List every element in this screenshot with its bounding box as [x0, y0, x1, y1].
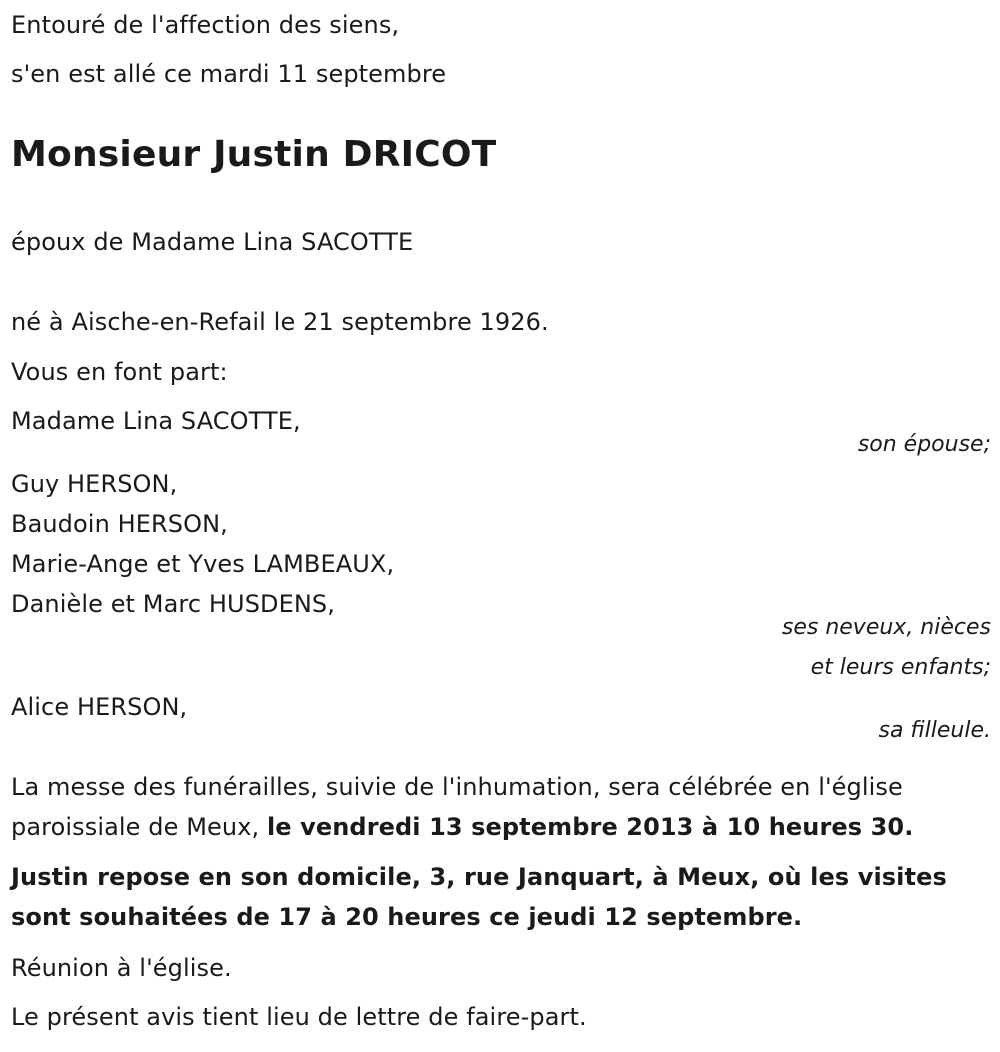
- visitation-paragraph: Justin repose en son domicile, 3, rue Janquart, à Meux, où les visites sont souhaitées de 17 à 20 heures ce jeudi 12 septembre.: [11, 863, 947, 931]
- relation-label: son épouse;: [857, 432, 991, 457]
- family-member-name: Marie-Ange et Yves LAMBEAUX,: [11, 550, 395, 578]
- deceased-name: Monsieur Justin DRICOT: [11, 134, 497, 175]
- relation-label: ses neveux, nièces: [781, 615, 991, 640]
- spouse-line: époux de Madame Lina SACOTTE: [11, 228, 414, 256]
- reunion-line: Réunion à l'église.: [11, 954, 232, 982]
- notice-line: Le présent avis tient lieu de lettre de faire-part.: [11, 1003, 587, 1031]
- relation-label: sa filleule.: [878, 718, 991, 743]
- family-member-name: Baudoin HERSON,: [11, 510, 228, 538]
- family-member-name: Madame Lina SACOTTE,: [11, 407, 301, 435]
- ceremony-paragraph: [11, 767, 991, 847]
- ceremony-date: le vendredi 13 septembre 2013 à 10 heures 30.: [266, 813, 914, 841]
- family-member-name: Alice HERSON,: [11, 693, 188, 721]
- announcement-label: Vous en font part:: [11, 358, 228, 386]
- family-member-name: Guy HERSON,: [11, 470, 178, 498]
- family-member-name: Danièle et Marc HUSDENS,: [11, 590, 335, 618]
- ceremony-text: La messe des funérailles, suivie de l'inhumation, sera célébrée en l'église paroissiale de Meux,: [11, 773, 903, 841]
- birth-line: né à Aische-en-Refail le 21 septembre 1926.: [11, 308, 549, 336]
- intro-line-1: Entouré de l'affection des siens,: [11, 11, 400, 39]
- relation-label: et leurs enfants;: [810, 655, 991, 680]
- obituary-notice: [11, 0, 991, 1052]
- intro-line-2: s'en est allé ce mardi 11 septembre: [11, 60, 447, 88]
